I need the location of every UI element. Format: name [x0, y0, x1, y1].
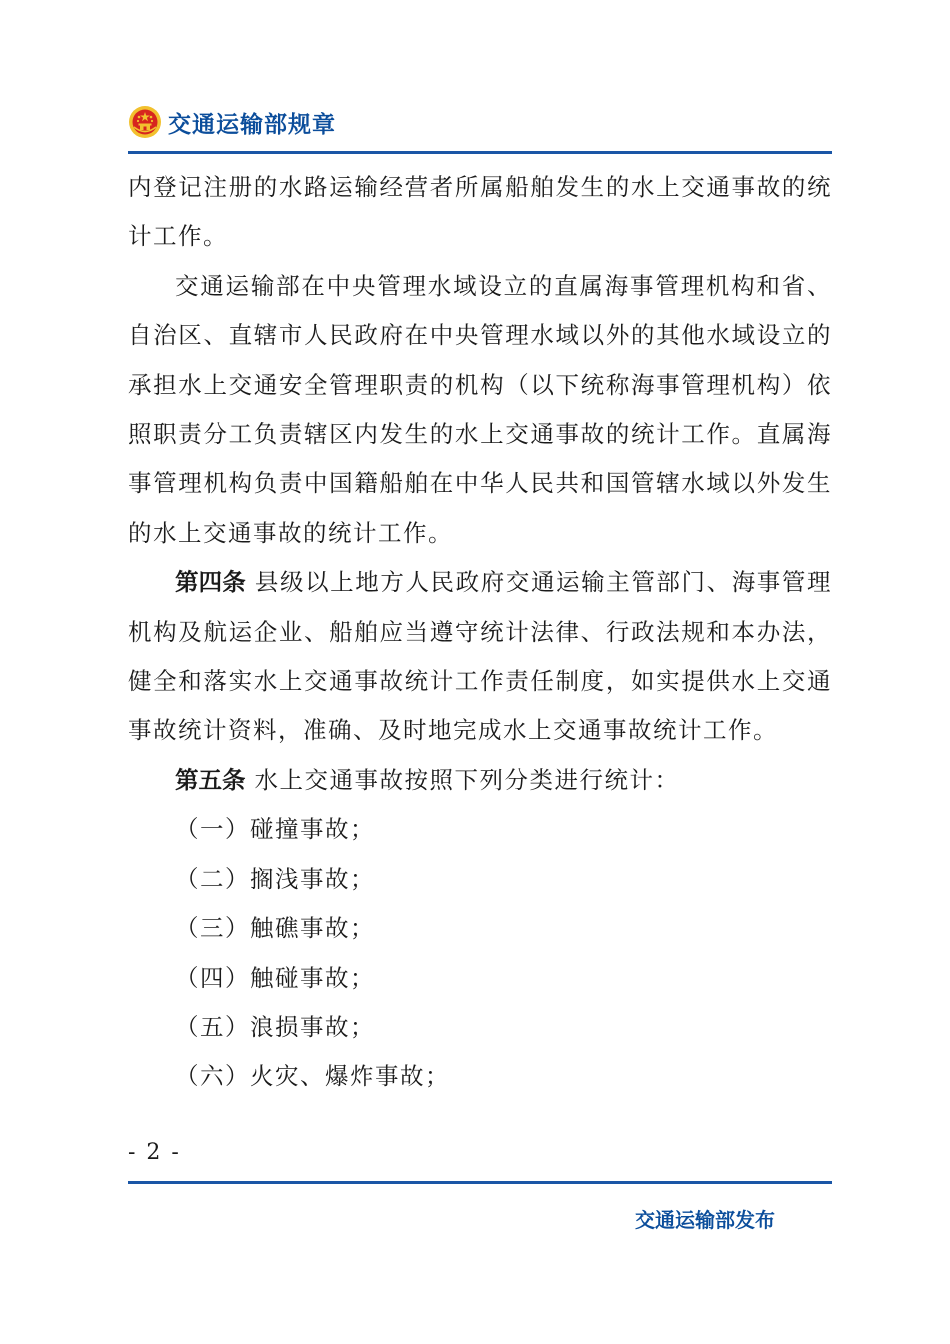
header-divider [128, 151, 832, 154]
footer-publisher: 交通运输部发布 [635, 1208, 775, 1232]
national-emblem-icon [128, 105, 162, 139]
article-text: 县级以上地方人民政府交通运输主管部门、海事管理机构及航运企业、船舶应当遵守统计法律、行政法规和本办法，健全和落实水上交通事故统计工作责任制度，如实提供水上交通事故统计资料，准确、及时地完成水上交通事故统计工作。 [128, 568, 833, 745]
list-item: （一）碰撞事故； [175, 815, 375, 844]
paragraph-continuation: 内登记注册的水路运输经营者所属船舶发生的水上交通事故的统计工作。 [128, 173, 832, 251]
article-text: 水上交通事故按照下列分类进行统计： [254, 765, 680, 794]
page-header [128, 100, 336, 144]
article-label: 第五条 [175, 765, 246, 794]
list-item: （二）搁浅事故； [175, 864, 375, 893]
list-item: （三）触礁事故； [175, 914, 375, 943]
footer-divider [128, 1181, 832, 1184]
article-label: 第四条 [175, 568, 246, 597]
paragraph: 交通运输部在中央管理水域设立的直属海事管理机构和省、自治区、直辖市人民政府在中央管理水域以外的其他水域设立的承担水上交通安全管理职责的机构（以下统称海事管理机构）依照职责分工负责辖区内发生的水上交通事故的统计工作。直属海事管理机构负责中国籍船舶在中华人民共和国管辖水域以外发生的水上交通事故的统计工作。 [128, 271, 832, 547]
article-4 [128, 558, 832, 756]
list-item: （六）火灾、爆炸事故； [175, 1062, 450, 1091]
page-number: - 2 - [128, 1140, 181, 1165]
article-5 [128, 756, 832, 805]
document-body [128, 163, 832, 1102]
list-item: （四）触碰事故； [175, 963, 375, 992]
header-title: 交通运输部规章 [168, 111, 336, 138]
list-item: （五）浪损事故； [175, 1012, 375, 1041]
